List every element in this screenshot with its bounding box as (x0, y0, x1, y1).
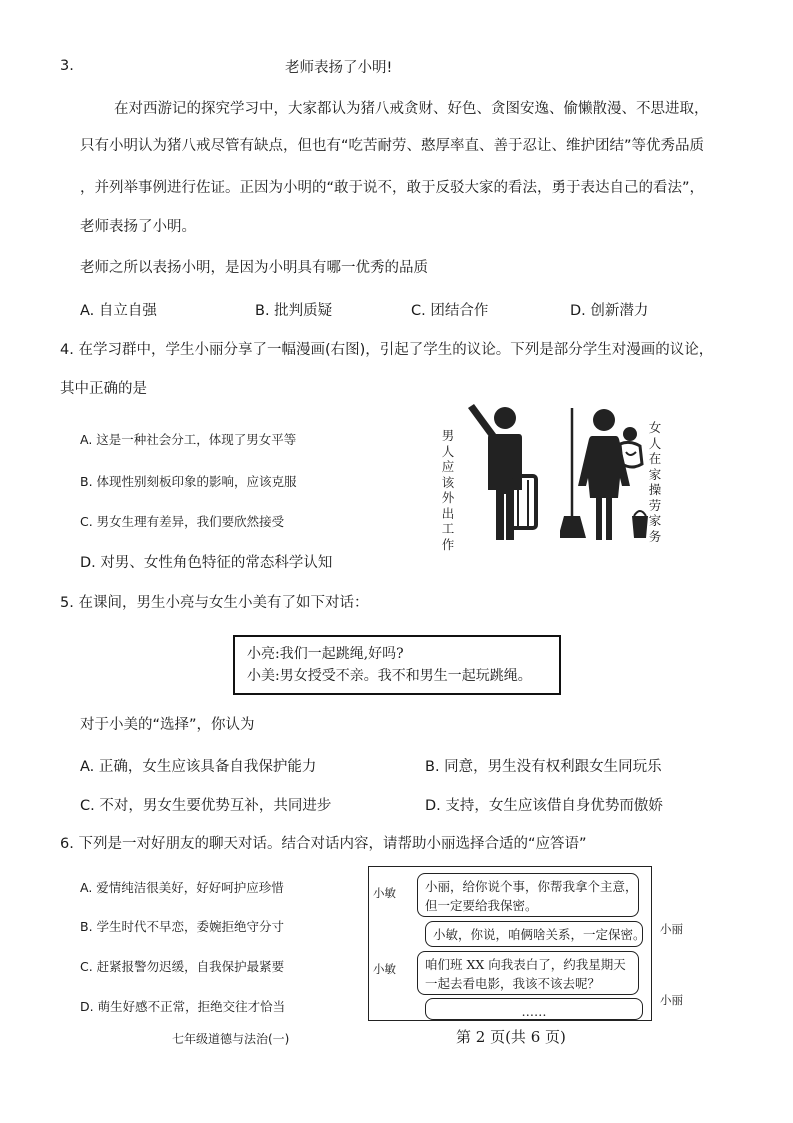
q3-option-d[interactable]: D. 创新潜力 (570, 303, 649, 319)
q3-option-a[interactable]: A. 自立自强 (80, 303, 157, 319)
chat-message-3: 咱们班 XX 向我表白了，约我星期天 一起去看电影，我该不该去呢？ (417, 951, 639, 995)
q5-dialog-box (233, 635, 561, 695)
chat-speaker-a-2: 小敏 (373, 962, 396, 976)
q3-number: 3. (60, 58, 74, 74)
q5-option-a[interactable]: A. 正确，女生应该具备自我保护能力 (80, 759, 317, 775)
q6-option-c[interactable]: C. 赶紧报警勿迟缓，自我保护最紧要 (80, 959, 285, 974)
q3-option-c[interactable]: C. 团结合作 (411, 303, 489, 319)
q4-option-b[interactable]: B. 体现性别刻板印象的影响，应该克服 (80, 474, 297, 489)
chat-message-2: 小敏，你说，咱俩啥关系，一定保密。 (425, 921, 643, 947)
q3-title: 老师表扬了小明! (285, 60, 393, 76)
q5-question: 对于小美的“选择”，你认为 (80, 717, 255, 733)
q6-option-d[interactable]: D. 萌生好感不正常，拒绝交往才恰当 (80, 999, 286, 1014)
q6-line-1: 6. 下列是一对好朋友的聊天对话。结合对话内容，请帮助小丽选择合适的“应答语” (60, 836, 587, 852)
q3-line-1: 在对西游记的探究学习中，大家都认为猪八戒贪财、好色、贪图安逸、偷懒散漫、不思进取， (114, 101, 709, 117)
q4-option-c[interactable]: C. 男女生理有差异，我们要欣然接受 (80, 514, 285, 529)
chat-message-1: 小丽，给你说个事，你帮我拿个主意， 但一定要给我保密。 (417, 873, 639, 917)
q4-option-a[interactable]: A. 这是一种社会分工，体现了男女平等 (80, 432, 297, 447)
q5-option-d[interactable]: D. 支持，女生应该借自身优势而傲娇 (425, 798, 663, 814)
q3-line-3: ，并列举事例进行佐证。正因为小明的“敢于说不，敢于反驳大家的看法，勇于表达自己的看法”， (80, 180, 705, 196)
chat-speaker-b: 小丽 (660, 922, 683, 936)
q3-question: 老师之所以表扬小明，是因为小明具有哪一优秀的品质 (80, 260, 428, 276)
woman-with-baby-and-broom-icon (560, 406, 650, 546)
q6-option-b[interactable]: B. 学生时代不早恋，委婉拒绝守分寸 (80, 919, 285, 934)
q5-dialog-line-2: 小美:男女授受不亲。我不和男生一起玩跳绳。 (247, 668, 532, 684)
q4-option-d[interactable]: D. 对男、女性角色特征的常态科学认知 (80, 555, 333, 571)
footer-page-number: 第 2 页(共 6 页) (456, 1028, 566, 1046)
footer-subject: 七年级道德与法治(一) (172, 1032, 290, 1046)
man-label: 男 人 应 该 外 出 工 作 (441, 428, 455, 552)
q5-line-1: 5. 在课间，男生小亮与女生小美有了如下对话： (60, 595, 369, 611)
q5-option-b[interactable]: B. 同意，男生没有权利跟女生同玩乐 (425, 759, 662, 775)
q4-line-1: 4. 在学习群中，学生小丽分享了一幅漫画(右图)，引起了学生的议论。下列是部分学生对漫画的议论， (60, 342, 714, 358)
q3-line-2: 只有小明认为猪八戒尽管有缺点，但也有“吃苦耐劳、憨厚率直、善于忍让、维护团结”等优秀品质 (80, 138, 705, 154)
q5-option-c[interactable]: C. 不对，男女生要优势互补，共同进步 (80, 798, 332, 814)
q3-line-4: 老师表扬了小明。 (80, 219, 196, 235)
q3-option-b[interactable]: B. 批判质疑 (255, 303, 333, 319)
chat-message-4: …… (425, 998, 643, 1020)
chat-speaker-a: 小敏 (373, 886, 396, 900)
chat-speaker-b-2: 小丽 (660, 993, 683, 1007)
man-with-briefcase-icon (458, 398, 538, 548)
q6-option-a[interactable]: A. 爱情纯洁很美好，好好呵护应珍惜 (80, 880, 284, 895)
woman-label: 女 人 在 家 操 劳 家 务 (648, 420, 662, 544)
q6-chat-panel (368, 866, 652, 1021)
q4-line-2: 其中正确的是 (60, 381, 147, 397)
gender-cartoon (410, 398, 662, 552)
q5-dialog-line-1: 小亮:我们一起跳绳,好吗? (247, 646, 404, 662)
